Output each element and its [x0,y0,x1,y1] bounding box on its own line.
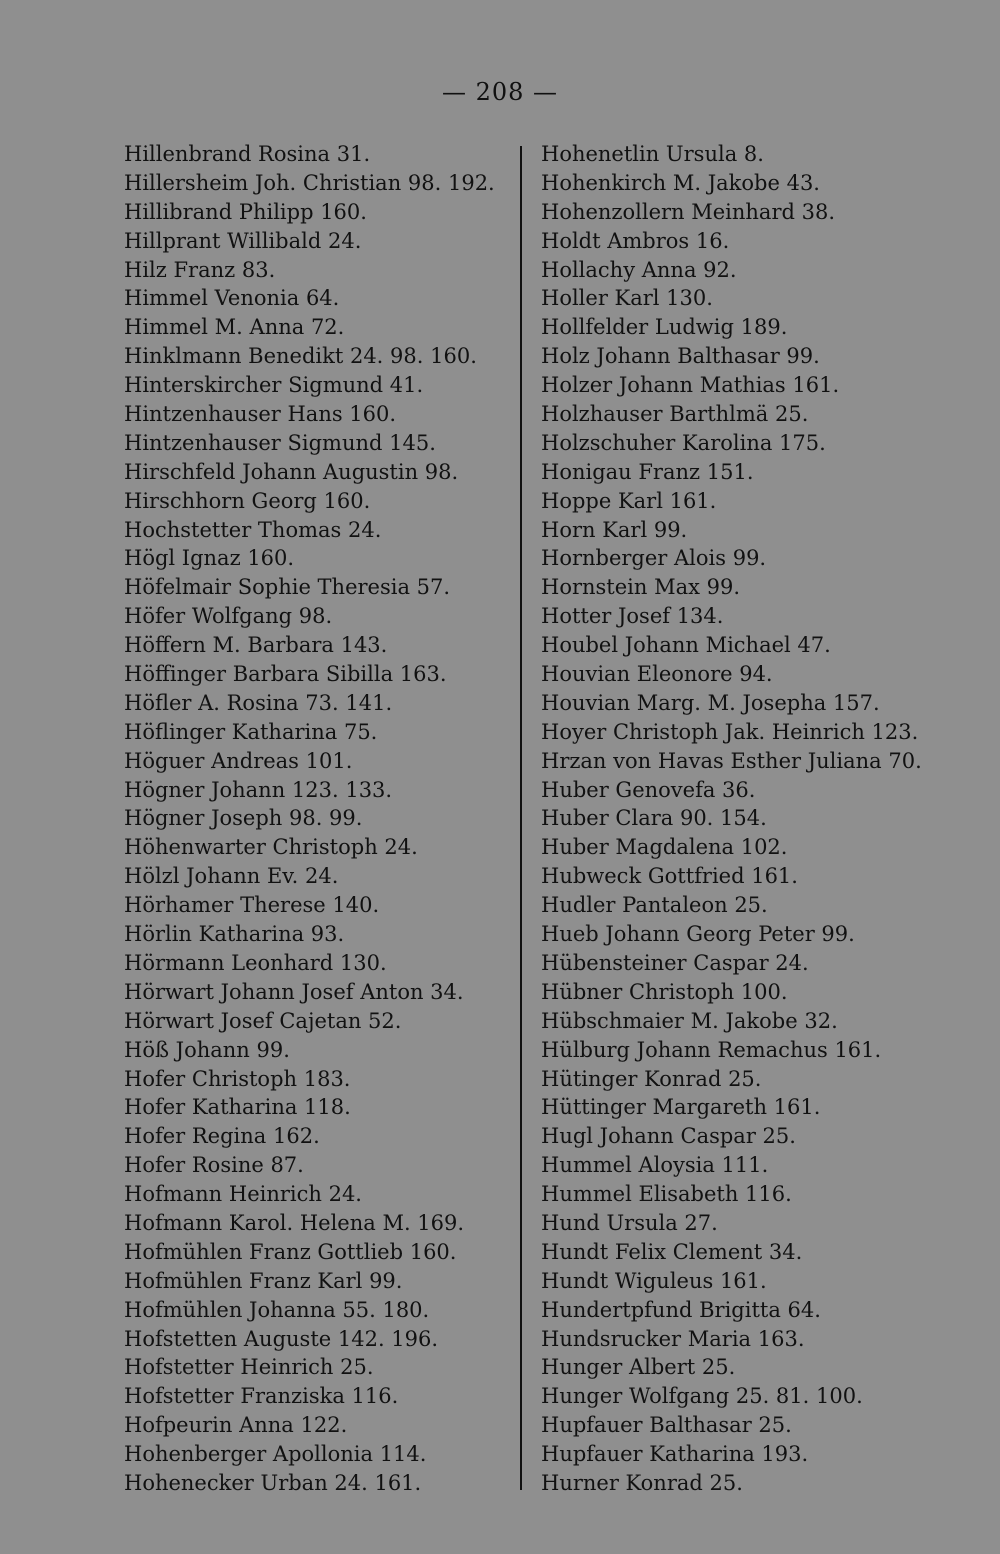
index-entry: Hofmühlen Johanna 55. 180. [124,1297,430,1322]
index-entry: Holzschuher Karolina 175. [541,430,826,455]
page-number: — 208 — [441,78,559,106]
index-entry: Hinklmann Benedikt 24. 98. 160. [124,344,477,369]
index-entry: Hölzl Johann Ev. 24. [124,864,339,889]
index-entry: Höhenwarter Christoph 24. [124,835,418,860]
index-entry: Hintzenhauser Sigmund 145. [124,430,436,455]
index-entry: Hofer Regina 162. [124,1124,320,1149]
index-entry: Hüttinger Margareth 161. [541,1095,821,1120]
index-entry: Hillprant Willibald 24. [124,228,362,253]
index-entry: Hummel Elisabeth 116. [541,1182,792,1207]
index-entry: Hütinger Konrad 25. [541,1066,762,1091]
index-entry: Hubweck Gottfried 161. [541,864,798,889]
index-entry: Hofer Rosine 87. [124,1153,304,1178]
index-entry: Holzer Johann Mathias 161. [541,373,840,398]
index-column-left [124,140,504,1498]
index-entry: Hörmann Leonhard 130. [124,950,387,975]
index-entry: Hornberger Alois 99. [541,546,767,571]
index-entry: Hillenbrand Rosina 31. [124,142,371,166]
index-entry: Hübensteiner Caspar 24. [541,950,809,975]
index-entry: Hohenberger Apollonia 114. [124,1442,427,1467]
index-entry: Högner Joseph 98. 99. [124,806,363,831]
index-entry: Hurner Konrad 25. [541,1470,743,1495]
index-entry: Hrzan von Havas Esther Juliana 70. [541,748,922,773]
index-entry: Högl Ignaz 160. [124,546,295,571]
index-entry: Hinterskircher Sigmund 41. [124,373,424,398]
index-entry: Hummel Aloysia 111. [541,1153,769,1178]
index-entry: Hilz Franz 83. [124,257,276,282]
index-entry: Hohenzollern Meinhard 38. [541,199,836,224]
index-entry: Högner Johann 123. 133. [124,777,393,802]
index-entry: Höfer Wolfgang 98. [124,604,333,629]
index-entry: Holz Johann Balthasar 99. [541,344,820,369]
index-entry: Himmel M. Anna 72. [124,315,345,340]
index-entry: Hohenkirch M. Jakobe 43. [541,170,820,195]
index-entry: Hofstetten Auguste 142. 196. [124,1326,439,1351]
index-entry: Hornstein Max 99. [541,575,741,600]
index-entry: Hintzenhauser Hans 160. [124,402,397,427]
index-entry: Hunger Wolfgang 25. 81. 100. [541,1384,863,1409]
index-entry: Hofmann Heinrich 24. [124,1182,362,1207]
index-entry: Hörlin Katharina 93. [124,922,345,947]
index-entry: Hirschhorn Georg 160. [124,488,371,513]
index-entry: Hochstetter Thomas 24. [124,517,382,542]
index-entry: Höffinger Barbara Sibilla 163. [124,662,447,687]
index-entry: Hohenetlin Ursula 8. [541,142,764,166]
index-entry: Hoppe Karl 161. [541,488,717,513]
index-entry: Höflinger Katharina 75. [124,719,378,744]
index-entry: Hollachy Anna 92. [541,257,737,282]
index-entry: Hülburg Johann Remachus 161. [541,1037,882,1062]
index-entry: Höfler A. Rosina 73. 141. [124,690,393,715]
index-entry: Höfelmair Sophie Theresia 57. [124,575,451,600]
index-entry: Hupfauer Balthasar 25. [541,1413,792,1438]
index-entry: Himmel Venonia 64. [124,286,340,311]
index-entry: Hofmühlen Franz Karl 99. [124,1268,403,1293]
index-column-right [541,140,981,1498]
index-entry: Hunger Albert 25. [541,1355,736,1380]
index-entry: Höffern M. Barbara 143. [124,633,388,658]
index-entry: Hoyer Christoph Jak. Heinrich 123. [541,719,919,744]
index-entry: Hübner Christoph 100. [541,979,788,1004]
index-entry: Hupfauer Katharina 193. [541,1442,809,1467]
index-entry: Hund Ursula 27. [541,1210,718,1235]
index-entry: Hofstetter Heinrich 25. [124,1355,374,1380]
index-entry: Holzhauser Barthlmä 25. [541,402,809,427]
index-entry: Horn Karl 99. [541,517,688,542]
index-entry: Hörwart Johann Josef Anton 34. [124,979,464,1004]
index-entry: Höguer Andreas 101. [124,748,353,773]
index-entry: Hillibrand Philipp 160. [124,199,367,224]
index-entry: Huber Genovefa 36. [541,777,756,802]
index-entry: Hofpeurin Anna 122. [124,1413,348,1438]
index-entry: Houvian Marg. M. Josepha 157. [541,690,880,715]
index-entry: Holdt Ambros 16. [541,228,730,253]
index-entry: Hofstetter Franziska 116. [124,1384,399,1409]
index-entry: Hirschfeld Johann Augustin 98. [124,459,459,484]
index-entry: Houbel Johann Michael 47. [541,633,831,658]
index-entry: Hübschmaier M. Jakobe 32. [541,1008,838,1033]
index-entry: Hollfelder Ludwig 189. [541,315,788,340]
index-entry: Hohenecker Urban 24. 161. [124,1470,422,1495]
index-entry: Hörwart Josef Cajetan 52. [124,1008,402,1033]
index-entry: Hundt Wiguleus 161. [541,1268,767,1293]
index-entry: Hofmann Karol. Helena M. 169. [124,1210,465,1235]
index-entry: Honigau Franz 151. [541,459,754,484]
index-entry: Hugl Johann Caspar 25. [541,1124,796,1149]
index-entry: Huber Clara 90. 154. [541,806,767,831]
index-entry: Hofer Christoph 183. [124,1066,351,1091]
index-entry: Holler Karl 130. [541,286,713,311]
index-entry: Hueb Johann Georg Peter 99. [541,922,855,947]
index-entry: Hudler Pantaleon 25. [541,893,768,918]
index-entry: Hundsrucker Maria 163. [541,1326,805,1351]
column-divider [520,146,522,1490]
index-entry: Hundt Felix Clement 34. [541,1239,803,1264]
index-entry: Hörhamer Therese 140. [124,893,380,918]
index-entry: Höß Johann 99. [124,1037,290,1062]
index-entry: Hundertpfund Brigitta 64. [541,1297,821,1322]
index-entry: Hofer Katharina 118. [124,1095,351,1120]
index-entry: Hillersheim Joh. Christian 98. 192. [124,170,495,195]
index-entry: Hotter Josef 134. [541,604,724,629]
index-entry: Houvian Eleonore 94. [541,662,773,687]
index-entry: Hofmühlen Franz Gottlieb 160. [124,1239,457,1264]
index-entry: Huber Magdalena 102. [541,835,788,860]
